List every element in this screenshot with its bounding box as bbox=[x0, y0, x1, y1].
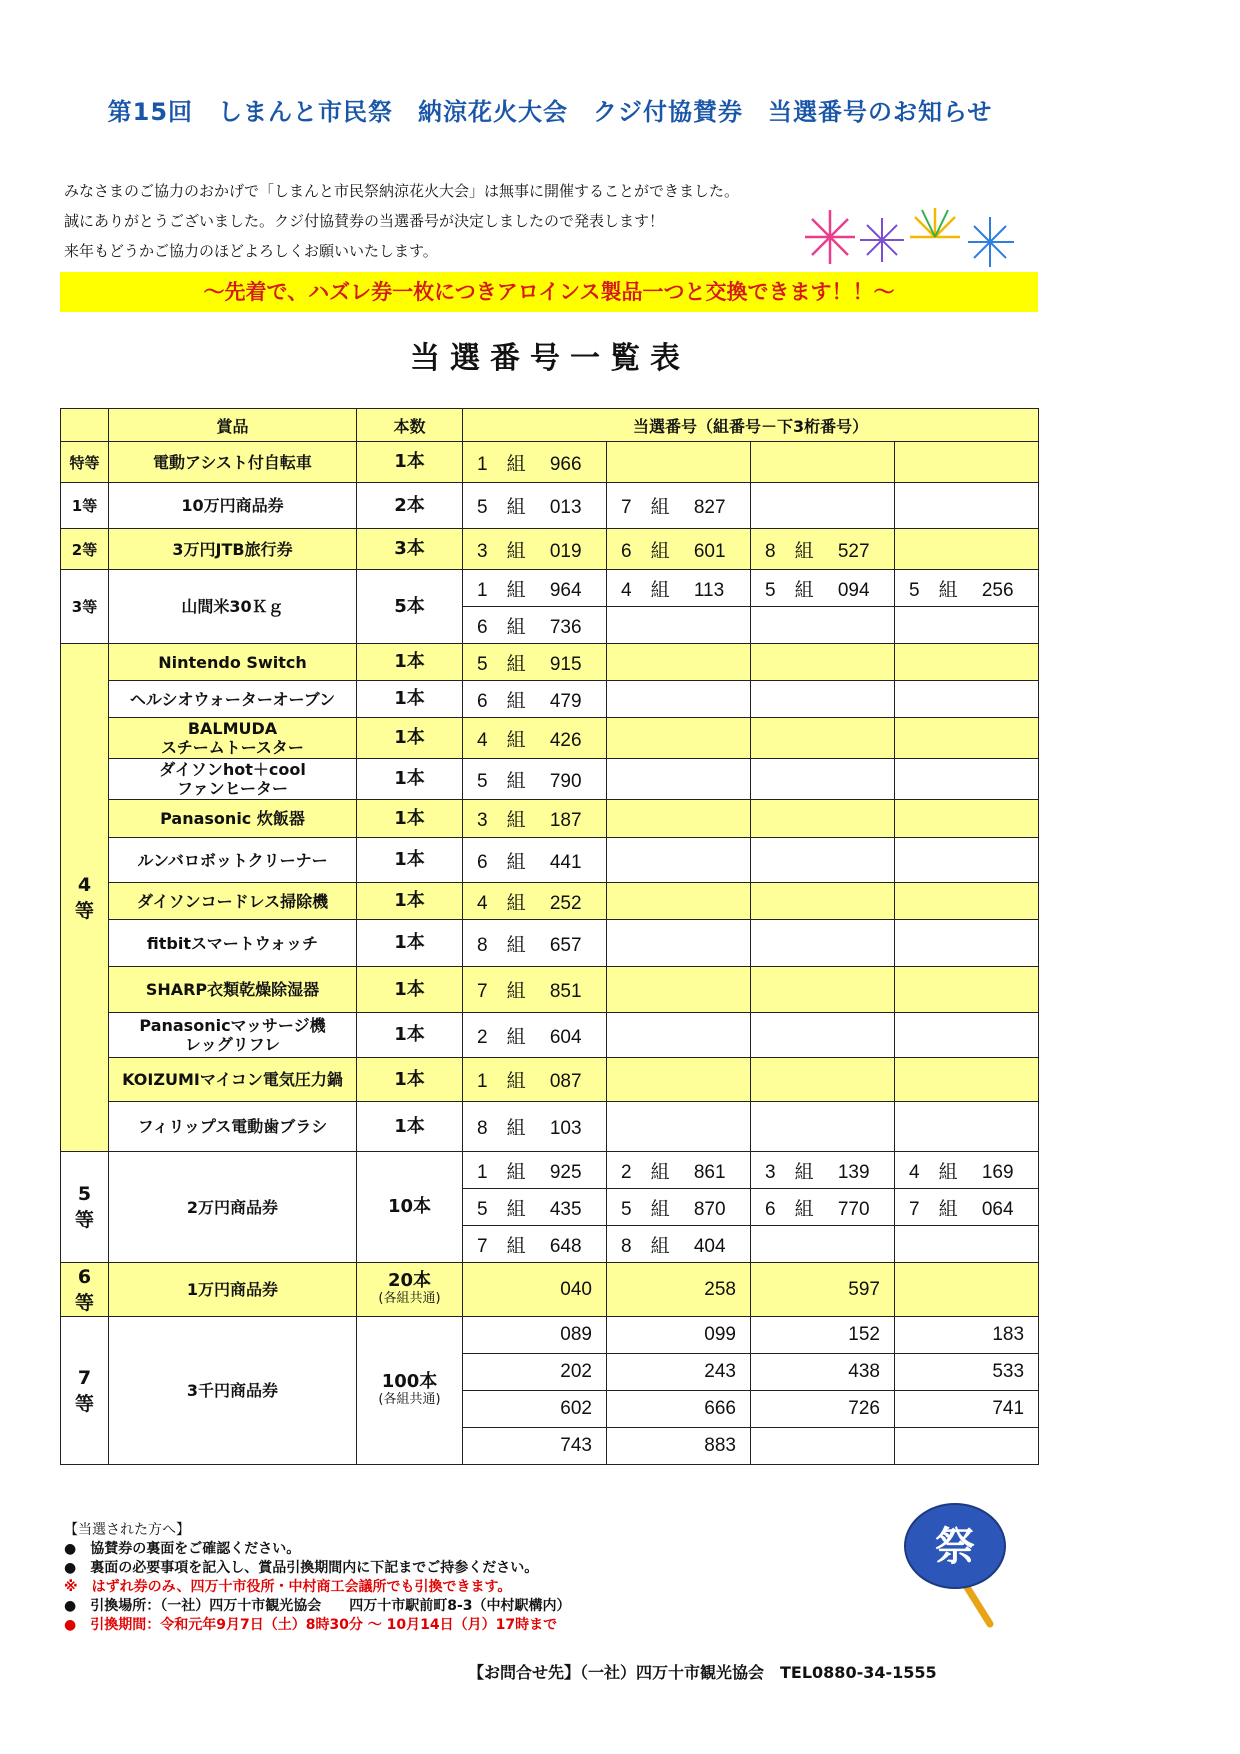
number-cell: 438 bbox=[751, 1354, 895, 1391]
prize-cell bbox=[109, 759, 357, 800]
number-cell: 4 組 252 bbox=[463, 883, 607, 920]
number-cell: 666 bbox=[607, 1391, 751, 1428]
prize-cell: 10万円商品券 bbox=[109, 483, 357, 529]
number-cell: 741 bbox=[895, 1391, 1039, 1428]
prize-cell: ダイソンコードレス掃除機 bbox=[109, 883, 357, 920]
qty-cell: 1本 bbox=[357, 920, 463, 967]
number-cell bbox=[607, 883, 751, 920]
fireworks-illustration bbox=[800, 202, 1020, 272]
number-cell: 3 組 139 bbox=[751, 1152, 895, 1189]
header-grade bbox=[61, 409, 109, 442]
number-cell: 5 組 094 bbox=[751, 570, 895, 607]
number-cell: 8 組 404 bbox=[607, 1226, 751, 1263]
number-cell: 8 組 527 bbox=[751, 529, 895, 570]
number-cell bbox=[751, 442, 895, 483]
table-row bbox=[61, 644, 1039, 681]
prize-line: Panasonicマッサージ機 bbox=[139, 1016, 326, 1035]
notes-item: ● 裏面の必要事項を記入し、賞品引換期間内に下記までご持参ください。 bbox=[64, 1560, 539, 1576]
grade-cell: 2等 bbox=[61, 529, 109, 570]
number-cell bbox=[607, 1058, 751, 1102]
prize-cell: SHARP衣類乾燥除湿器 bbox=[109, 967, 357, 1013]
table-row bbox=[61, 1058, 1039, 1102]
table-row bbox=[61, 759, 1039, 800]
qty-cell: 1本 bbox=[357, 838, 463, 883]
qty-cell bbox=[357, 1263, 463, 1317]
prize-line: ファンヒーター bbox=[176, 779, 289, 798]
number-cell: 7 組 827 bbox=[607, 483, 751, 529]
notes-item: ● 引換場所：（一社）四万十市観光協会 四万十市駅前町8-3（中村駅構内） bbox=[64, 1598, 571, 1614]
intro-line: 誠にありがとうございました。クジ付協賛券の当選番号が決定しましたので発表します！ bbox=[64, 212, 665, 230]
number-cell: 1 組 087 bbox=[463, 1058, 607, 1102]
table-row bbox=[61, 570, 1039, 607]
qty-cell: 1本 bbox=[357, 681, 463, 718]
number-cell bbox=[895, 483, 1039, 529]
table-row bbox=[61, 529, 1039, 570]
number-cell bbox=[607, 920, 751, 967]
number-cell bbox=[751, 883, 895, 920]
number-cell: 3 組 187 bbox=[463, 800, 607, 838]
grade-cell bbox=[61, 1263, 109, 1317]
qty-cell: 1本 bbox=[357, 442, 463, 483]
prize-cell: fitbitスマートウォッチ bbox=[109, 920, 357, 967]
grade-cell bbox=[61, 1317, 109, 1465]
prize-cell: 1万円商品券 bbox=[109, 1263, 357, 1317]
number-cell bbox=[751, 681, 895, 718]
table-row bbox=[61, 967, 1039, 1013]
table-row bbox=[61, 483, 1039, 529]
number-cell: 7 組 064 bbox=[895, 1189, 1039, 1226]
number-cell: 183 bbox=[895, 1317, 1039, 1354]
table-row bbox=[61, 883, 1039, 920]
number-cell bbox=[895, 644, 1039, 681]
intro-text bbox=[64, 176, 864, 266]
contact-info: 【お問合せ先】（一社）四万十市観光協会 TEL0880-34-1555 bbox=[468, 1663, 937, 1682]
grade-suffix: 等 bbox=[74, 1392, 94, 1415]
number-cell: 597 bbox=[751, 1263, 895, 1317]
number-cell bbox=[607, 838, 751, 883]
intro-line: 来年もどうかご協力のほどよろしくお願いいたします。 bbox=[64, 242, 438, 260]
number-cell bbox=[895, 920, 1039, 967]
number-cell bbox=[751, 718, 895, 759]
prize-cell: 2万円商品券 bbox=[109, 1152, 357, 1263]
number-cell: 6 組 479 bbox=[463, 681, 607, 718]
number-cell bbox=[607, 442, 751, 483]
table-row bbox=[61, 920, 1039, 967]
number-cell: 202 bbox=[463, 1354, 607, 1391]
list-title: 当選番号一覧表 bbox=[410, 341, 690, 376]
number-cell: 2 組 861 bbox=[607, 1152, 751, 1189]
qty-cell: 5本 bbox=[357, 570, 463, 644]
number-cell bbox=[895, 759, 1039, 800]
qty-cell: 1本 bbox=[357, 1102, 463, 1152]
number-cell bbox=[751, 1013, 895, 1058]
table-row bbox=[61, 681, 1039, 718]
prize-cell: フィリップス電動歯ブラシ bbox=[109, 1102, 357, 1152]
number-cell: 5 組 870 bbox=[607, 1189, 751, 1226]
number-cell bbox=[607, 1102, 751, 1152]
qty-note: (各組共通) bbox=[378, 1290, 441, 1306]
prize-cell: 電動アシスト付自転車 bbox=[109, 442, 357, 483]
prize-cell: Nintendo Switch bbox=[109, 644, 357, 681]
number-cell bbox=[607, 1013, 751, 1058]
notes-item: ● 引換期間：令和元年9月7日（土）8時30分 ～ 10月14日（月）17時まで bbox=[64, 1617, 558, 1633]
number-cell bbox=[607, 644, 751, 681]
header-numbers: 当選番号（組番号－下3桁番号） bbox=[463, 409, 1039, 442]
header-prize: 賞品 bbox=[109, 409, 357, 442]
number-cell: 883 bbox=[607, 1428, 751, 1465]
number-cell bbox=[751, 607, 895, 644]
prize-cell bbox=[109, 718, 357, 759]
prize-line: BALMUDA bbox=[187, 719, 278, 738]
grade-suffix: 等 bbox=[74, 899, 94, 922]
table-row bbox=[61, 1013, 1039, 1058]
number-cell: 533 bbox=[895, 1354, 1039, 1391]
table-row bbox=[61, 442, 1039, 483]
number-cell bbox=[895, 1263, 1039, 1317]
number-cell bbox=[895, 442, 1039, 483]
table-row bbox=[61, 1317, 1039, 1354]
number-cell: 726 bbox=[751, 1391, 895, 1428]
number-cell bbox=[751, 838, 895, 883]
prize-cell: KOIZUMIマイコン電気圧力鍋 bbox=[109, 1058, 357, 1102]
qty-cell: 1本 bbox=[357, 759, 463, 800]
number-cell bbox=[895, 800, 1039, 838]
qty-cell: 1本 bbox=[357, 644, 463, 681]
intro-line: みなさまのご協力のおかげで「しまんと市民祭納涼花火大会」は無事に開催することができました。 bbox=[64, 182, 740, 200]
qty-count: 100本 bbox=[381, 1370, 438, 1392]
winning-numbers-table bbox=[60, 408, 1039, 1465]
prize-line: スチームトースター bbox=[161, 738, 304, 757]
prize-cell: 3万円JTB旅行券 bbox=[109, 529, 357, 570]
number-cell: 6 組 441 bbox=[463, 838, 607, 883]
grade-number: 4 bbox=[77, 873, 92, 896]
prize-cell: Panasonic 炊飯器 bbox=[109, 800, 357, 838]
number-cell bbox=[751, 1102, 895, 1152]
number-cell: 8 組 657 bbox=[463, 920, 607, 967]
number-cell: 1 組 966 bbox=[463, 442, 607, 483]
number-cell: 5 組 256 bbox=[895, 570, 1039, 607]
number-cell: 258 bbox=[607, 1263, 751, 1317]
number-cell: 6 組 770 bbox=[751, 1189, 895, 1226]
notes-item: ● 協賛券の裏面をご確認ください。 bbox=[64, 1541, 301, 1557]
number-cell bbox=[751, 1428, 895, 1465]
prize-cell bbox=[109, 1013, 357, 1058]
number-cell: 6 組 601 bbox=[607, 529, 751, 570]
qty-cell: 1本 bbox=[357, 800, 463, 838]
table-header-row bbox=[61, 409, 1039, 442]
number-cell: 7 組 851 bbox=[463, 967, 607, 1013]
qty-cell: 1本 bbox=[357, 967, 463, 1013]
notes-item: ※ はずれ券のみ、四万十市役所・中村商工会議所でも引換できます。 bbox=[64, 1579, 512, 1595]
number-cell bbox=[895, 1428, 1039, 1465]
page-title: 第15回 しまんと市民祭 納涼花火大会 クジ付協賛券 当選番号のお知らせ bbox=[107, 98, 993, 126]
number-cell bbox=[895, 838, 1039, 883]
number-cell: 1 組 964 bbox=[463, 570, 607, 607]
number-cell bbox=[895, 1226, 1039, 1263]
table-row bbox=[61, 800, 1039, 838]
number-cell bbox=[607, 759, 751, 800]
number-cell: 4 組 113 bbox=[607, 570, 751, 607]
number-cell bbox=[751, 759, 895, 800]
number-cell bbox=[895, 529, 1039, 570]
qty-cell: 10本 bbox=[357, 1152, 463, 1263]
table-row bbox=[61, 838, 1039, 883]
number-cell: 1 組 925 bbox=[463, 1152, 607, 1189]
grade-cell: 特等 bbox=[61, 442, 109, 483]
qty-cell: 1本 bbox=[357, 1058, 463, 1102]
header-qty: 本数 bbox=[357, 409, 463, 442]
qty-cell: 2本 bbox=[357, 483, 463, 529]
number-cell: 5 組 013 bbox=[463, 483, 607, 529]
table-row bbox=[61, 1152, 1039, 1189]
qty-cell bbox=[357, 1317, 463, 1465]
number-cell bbox=[751, 644, 895, 681]
number-cell: 2 組 604 bbox=[463, 1013, 607, 1058]
number-cell: 7 組 648 bbox=[463, 1226, 607, 1263]
number-cell bbox=[607, 681, 751, 718]
number-cell: 152 bbox=[751, 1317, 895, 1354]
qty-cell: 1本 bbox=[357, 883, 463, 920]
uchiwa-fan-icon bbox=[900, 1498, 1020, 1628]
prize-line: ダイソンhot＋cool bbox=[159, 760, 306, 779]
qty-cell: 1本 bbox=[357, 718, 463, 759]
number-cell: 4 組 426 bbox=[463, 718, 607, 759]
number-cell: 5 組 915 bbox=[463, 644, 607, 681]
number-cell bbox=[751, 1058, 895, 1102]
number-cell: 5 組 435 bbox=[463, 1189, 607, 1226]
number-cell bbox=[895, 967, 1039, 1013]
prize-cell: 3千円商品券 bbox=[109, 1317, 357, 1465]
number-cell bbox=[607, 800, 751, 838]
winner-notes bbox=[64, 1521, 764, 1635]
number-cell: 8 組 103 bbox=[463, 1102, 607, 1152]
notes-heading: 【当選された方へ】 bbox=[64, 1522, 190, 1538]
grade-cell: 3等 bbox=[61, 570, 109, 644]
table-row bbox=[61, 718, 1039, 759]
grade-number: 7 bbox=[77, 1366, 92, 1389]
grade-suffix: 等 bbox=[74, 1291, 94, 1314]
number-cell: 099 bbox=[607, 1317, 751, 1354]
number-cell bbox=[895, 1058, 1039, 1102]
number-cell bbox=[607, 967, 751, 1013]
number-cell bbox=[895, 883, 1039, 920]
number-cell: 743 bbox=[463, 1428, 607, 1465]
number-cell bbox=[751, 920, 895, 967]
number-cell bbox=[607, 718, 751, 759]
prize-cell: 山間米30Ｋｇ bbox=[109, 570, 357, 644]
grade-number: 6 bbox=[77, 1265, 92, 1288]
number-cell bbox=[895, 1013, 1039, 1058]
prize-cell: ルンバロボットクリーナー bbox=[109, 838, 357, 883]
uchiwa-text: 祭 bbox=[935, 1524, 975, 1570]
prize-cell: ヘルシオウォーターオーブン bbox=[109, 681, 357, 718]
grade-suffix: 等 bbox=[74, 1209, 94, 1231]
grade-cell: 1等 bbox=[61, 483, 109, 529]
number-cell bbox=[751, 800, 895, 838]
number-cell bbox=[751, 967, 895, 1013]
number-cell bbox=[895, 681, 1039, 718]
number-cell: 6 組 736 bbox=[463, 607, 607, 644]
table-row bbox=[61, 1263, 1039, 1317]
grade-number: 5 bbox=[77, 1183, 92, 1205]
grade-cell bbox=[61, 1152, 109, 1263]
grade-cell bbox=[61, 644, 109, 1152]
number-cell: 602 bbox=[463, 1391, 607, 1428]
number-cell bbox=[751, 483, 895, 529]
qty-cell: 1本 bbox=[357, 1013, 463, 1058]
qty-count: 20本 bbox=[387, 1269, 432, 1291]
number-cell: 243 bbox=[607, 1354, 751, 1391]
number-cell: 089 bbox=[463, 1317, 607, 1354]
number-cell bbox=[895, 607, 1039, 644]
qty-note: (各組共通) bbox=[378, 1391, 441, 1407]
number-cell bbox=[607, 607, 751, 644]
table-row bbox=[61, 1102, 1039, 1152]
number-cell bbox=[751, 1226, 895, 1263]
number-cell: 3 組 019 bbox=[463, 529, 607, 570]
number-cell: 040 bbox=[463, 1263, 607, 1317]
number-cell: 5 組 790 bbox=[463, 759, 607, 800]
number-cell bbox=[895, 1102, 1039, 1152]
prize-line: レッグリフレ bbox=[184, 1035, 281, 1054]
number-cell: 4 組 169 bbox=[895, 1152, 1039, 1189]
exchange-banner: ～先着で、ハズレ券一枚につきアロインス製品一つと交換できます！！～ bbox=[60, 272, 1038, 312]
qty-cell: 3本 bbox=[357, 529, 463, 570]
number-cell bbox=[895, 718, 1039, 759]
